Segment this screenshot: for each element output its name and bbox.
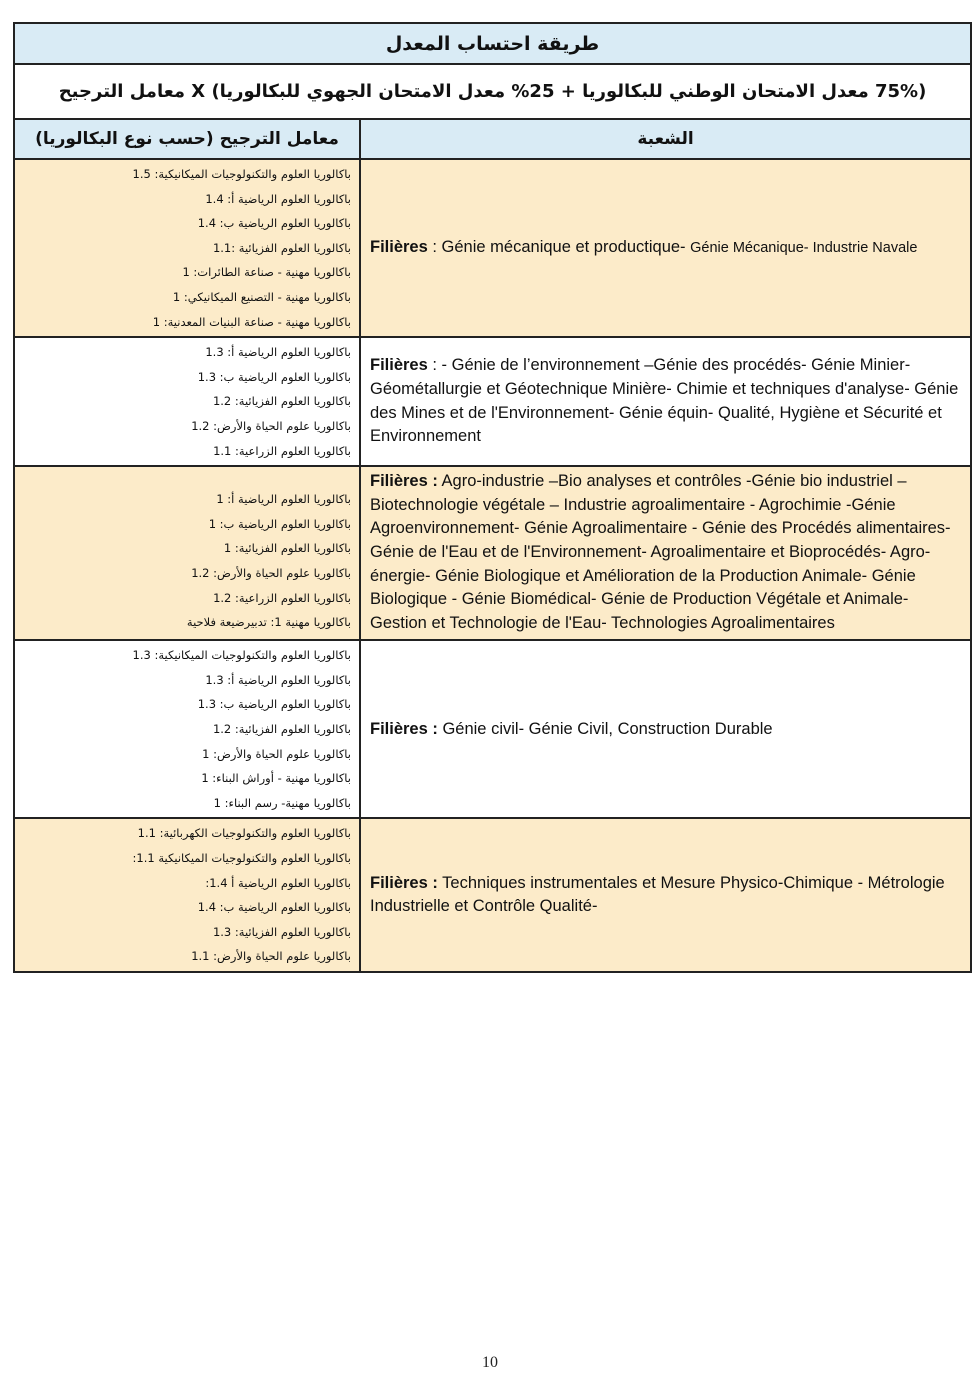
filiere-cell — [361, 160, 970, 336]
coefficient-line: باكالوريا العلوم الفزيائية: 1.2 — [212, 394, 351, 409]
formula-row — [13, 65, 972, 120]
coefficient-line: باكالوريا مهنية 1: تدبيرضيعة فلاحية — [186, 615, 351, 630]
filiere-cell — [361, 819, 970, 971]
filiere-text: : - Génie de l’environnement –Génie des procédés- Génie Minier- Géométallurgie et Géotechnique Minière- Chimie et techniques d'analyse- Génie des Mines et de l'Environnement- Génie équin- Qualité, Hygiène et Sécurité et Environnement — [370, 356, 959, 446]
table-row — [13, 641, 972, 819]
filiere-label: Filières : — [370, 719, 438, 738]
filiere-label: Filières — [370, 237, 428, 256]
coefficient-line: باكالوريا العلوم الرياضية أ: 1 — [216, 492, 351, 507]
coefficient-line: باكالوريا العلوم الفزيائية :1.1 — [212, 240, 351, 255]
coefficient-line: باكالوريا العلوم الرياضية ب: 1.4 — [197, 216, 351, 231]
coefficient-line: باكالوريا العلوم الرياضية ب: 1 — [208, 516, 351, 531]
coefficient-line: باكالوريا العلوم الرياضية أ: 1.3 — [205, 672, 351, 687]
filiere-text: Agro-industrie –Bio analyses et contrôles -Génie bio industriel – Biotechnologie végétale – Industrie agroalimentaire - Agrochimie -Génie Agroenvironnement- Génie Agroalimentaire - Génie des Procédés alimentaires- Génie de l'Eau et de l'Environnement- Agroalimentaire et Bioprocédés- Agro-énergie- Génie Biologique et Amélioration de la Production Animale- Génie Biologique - Génie Biomédical- Génie de Production Végétale et Animale- Gestion et Technologie de l'Eau- Technologies Agroalimentaires — [370, 472, 951, 632]
coefficient-line: باكالوريا العلوم الفزيائية: 1.2 — [212, 722, 351, 737]
coefficient-line: باكالوريا مهنية - التصنيع الميكانيكي: 1 — [172, 289, 351, 304]
filiere-label: Filières : — [370, 472, 438, 491]
filiere-text-block — [370, 718, 773, 742]
coefficient-line: باكالوريا العلوم الزراعية: 1.1 — [213, 443, 351, 458]
filiere-text: : Génie mécanique et productique- — [427, 237, 691, 256]
coefficient-line: باكالوريا العلوم الزراعية: 1.2 — [213, 590, 351, 605]
coefficient-line: باكالوريا العلوم الفزيائية: 1 — [223, 541, 351, 556]
coefficient-cell — [15, 338, 361, 465]
filiere-label: Filières : — [370, 873, 438, 892]
coefficient-line: باكالوريا علوم الحياة والأرض: 1.1 — [191, 949, 351, 964]
page-number: 10 — [482, 1354, 498, 1371]
coefficient-line: باكالوريا العلوم والتكنولوجيات الميكانيكية: 1.5 — [132, 167, 351, 181]
coefficient-line: باكالوريا مهنية- رسم البناء: 1 — [213, 795, 351, 810]
formula-text: (75% معدل الامتحان الوطني للبكالوريا + 25% معدل الامتحان الجهوي للبكالوريا) X معامل الترجيح — [58, 81, 927, 102]
coefficient-line: باكالوريا مهنية - أوراش البناء: 1 — [201, 771, 351, 786]
coefficient-line: باكالوريا العلوم الرياضية أ: 1.3 — [205, 345, 351, 360]
table-header-row — [13, 120, 972, 160]
filiere-text-block — [370, 354, 960, 448]
header-coefficient — [15, 120, 361, 158]
coefficient-line: باكالوريا العلوم والتكنولوجيات الكهربائية: 1.1 — [137, 826, 351, 841]
coefficient-table — [13, 22, 972, 973]
coefficient-line: باكالوريا العلوم الرياضية ب: 1.4 — [197, 900, 351, 915]
header-filiere-text: الشعبة — [637, 129, 694, 149]
coefficient-cell — [15, 467, 361, 639]
coefficient-line: باكالوريا العلوم الرياضية أ 1.4: — [205, 875, 351, 890]
filiere-cell — [361, 641, 970, 817]
filiere-text-small: Génie Mécanique- Industrie Navale — [690, 239, 918, 256]
table-row — [13, 160, 972, 338]
filiere-cell — [361, 338, 970, 465]
filiere-text-block — [370, 872, 960, 919]
coefficient-line: باكالوريا علوم الحياة والأرض: 1 — [202, 746, 351, 761]
filiere-label: Filières — [370, 356, 428, 375]
coefficient-line: باكالوريا علوم الحياة والأرض: 1.2 — [191, 565, 351, 580]
coefficient-cell — [15, 160, 361, 336]
table-row — [13, 819, 972, 973]
filiere-text: Techniques instrumentales et Mesure Physico-Chimique - Métrologie Industrielle et Contrôle Qualité- — [370, 873, 945, 916]
coefficient-line: باكالوريا العلوم الفزيائية: 1.3 — [212, 924, 351, 939]
coefficient-line: باكالوريا العلوم الرياضية أ: 1.4 — [205, 191, 351, 206]
table-title-text: طريقة احتساب المعدل — [385, 32, 600, 55]
coefficient-line: باكالوريا علوم الحياة والأرض: 1.2 — [191, 418, 351, 433]
coefficient-line: باكالوريا مهنية - صناعة الطائرات: 1 — [182, 265, 351, 280]
filiere-cell — [361, 467, 970, 639]
filiere-text: Génie civil- Génie Civil, Construction Durable — [437, 719, 773, 738]
coefficient-line: باكالوريا العلوم الرياضية ب: 1.3 — [197, 697, 351, 712]
coefficient-line: باكالوريا العلوم والتكنولوجيات الميكانيكية: 1.3 — [132, 648, 351, 663]
coefficient-line: باكالوريا العلوم الرياضية ب: 1.3 — [197, 369, 351, 384]
filiere-text-block — [370, 236, 917, 261]
filiere-text-block — [370, 470, 960, 635]
coefficient-line: باكالوريا مهنية - صناعة البنيات المعدنية: 1 — [152, 314, 351, 329]
coefficient-line: باكالوريا العلوم والتكنولوجيات الميكانيكية 1.1: — [132, 851, 351, 866]
table-row — [13, 338, 972, 467]
table-row — [13, 467, 972, 641]
table-title — [13, 22, 972, 65]
coefficient-cell — [15, 819, 361, 971]
header-coefficient-text: معامل الترجيح (حسب نوع البكالوريا) — [35, 129, 339, 149]
coefficient-cell — [15, 641, 361, 817]
header-filiere — [361, 120, 970, 158]
